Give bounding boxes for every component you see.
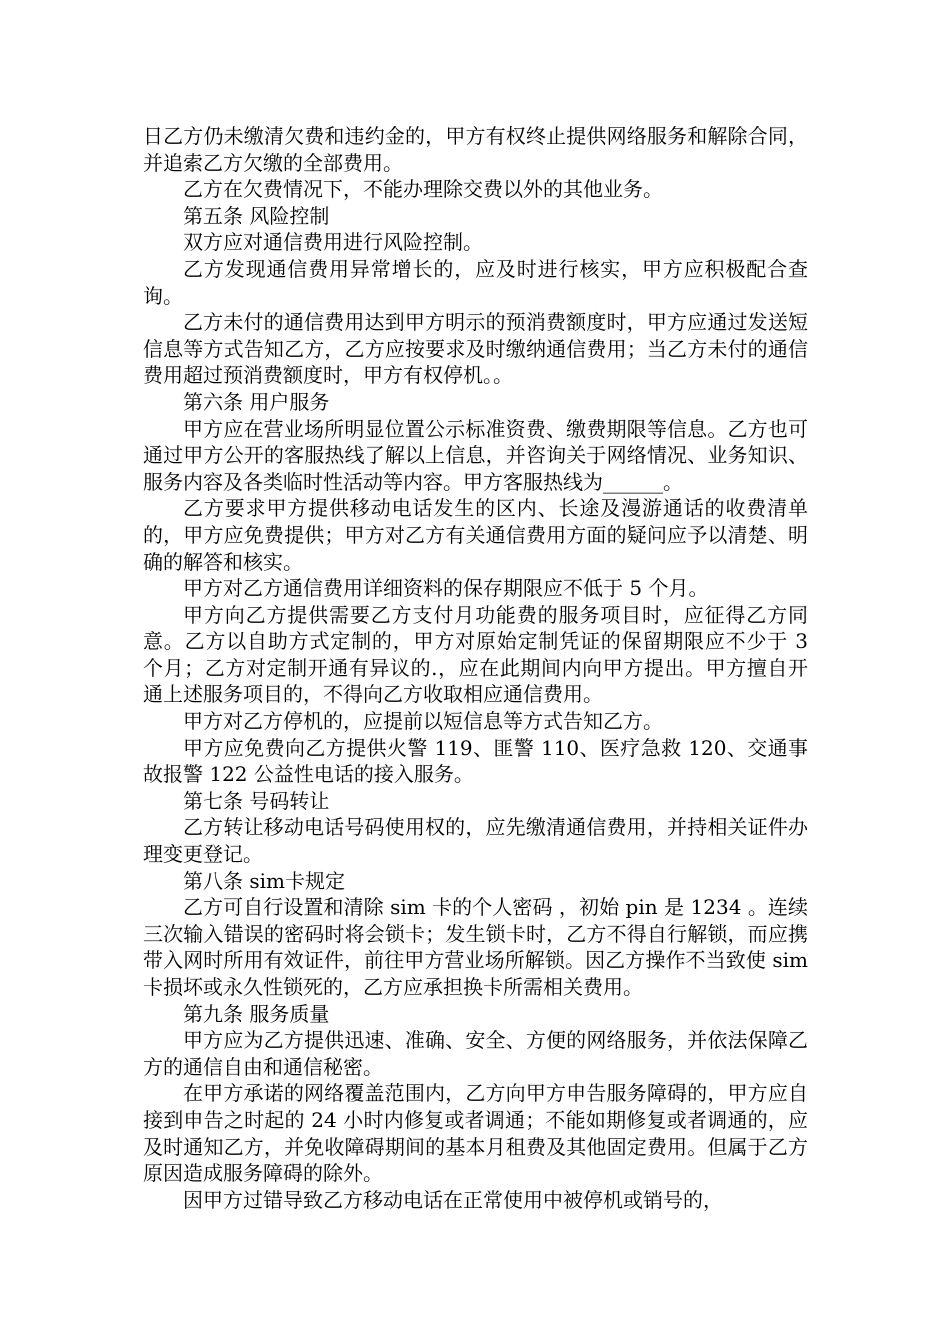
paragraph: 双方应对通信费用进行风险控制。 — [183, 230, 483, 255]
section-heading: 第六条 用户服务 — [183, 389, 330, 414]
section-heading: 第八条 sim卡规定 — [183, 868, 345, 893]
paragraph: 甲方对乙方停机的，应提前以短信息等方式告知乙方。 — [183, 709, 663, 734]
paragraph: 乙方可自行设置和清除 sim 卡的个人密码 ，初始 pin 是 1234 。连续三次输入错误的密码时将会锁卡；发生锁卡时，乙方不得自行解锁，而应携带入网时所用有效证件，前往甲方营业场所解锁。因乙方操作不当致使 sim 卡损坏或永久性锁死的，乙方应承担换卡所需相关费用。 — [143, 895, 808, 999]
paragraph: 甲方向乙方提供需要乙方支付月功能费的服务项目时，应征得乙方同意。乙方以自助方式定制的，甲方对原始定制凭证的保留期限应不少于 3 个月；乙方对定制开通有异议的.，应在此期间内向甲方提出。甲方擅自开通上述服务项目的，不得向乙方收取相应通信费用。 — [143, 602, 808, 707]
paragraph: 在甲方承诺的网络覆盖范围内，乙方向甲方申告服务障碍的，甲方应自接到申告之时起的 24 小时内修复或者调通；不能如期修复或者调通的，应及时通知乙方，并免收障碍期间的基本月租费及其他固定费用。但属于乙方原因造成服务障碍的除外。 — [143, 1081, 808, 1186]
section-heading: 第九条 服务质量 — [183, 1001, 330, 1026]
paragraph: 乙方要求甲方提供移动电话发生的区内、长途及漫游通话的收费清单的，甲方应免费提供；甲方对乙方有关通信费用方面的疑问应予以清楚、明确的解答和核实。 — [143, 496, 808, 574]
paragraph: 甲方对乙方通信费用详细资料的保存期限应不低于 5 个月。 — [183, 576, 709, 601]
document-body — [143, 123, 808, 1213]
paragraph: 日乙方仍未缴清欠费和违约金的，甲方有权终止提供网络服务和解除合同，并追索乙方欠缴的全部费用。 — [143, 124, 808, 175]
section-heading: 第七条 号码转让 — [183, 788, 330, 813]
paragraph: 因甲方过错导致乙方移动电话在正常使用中被停机或销号的， — [183, 1187, 723, 1212]
section-heading: 第五条 风险控制 — [183, 203, 330, 228]
paragraph: 甲方应在营业场所明显位置公示标准资费、缴费期限等信息。乙方也可通过甲方公开的客服热线了解以上信息，并咨询关于网络情况、业务知识、服务内容及各类临时性活动等内容。甲方客服热线为______。 — [143, 416, 808, 494]
paragraph: 甲方应免费向乙方提供火警 119、匪警 110、医疗急救 120、交通事故报警 122 公益性电话的接入服务。 — [143, 735, 808, 787]
paragraph: 乙方未付的通信费用达到甲方明示的预消费额度时，甲方应通过发送短信息等方式告知乙方，乙方应按要求及时缴纳通信费用；当乙方未付的通信费用超过预消费额度时，甲方有权停机。。 — [143, 310, 808, 388]
paragraph: 乙方在欠费情况下，不能办理除交费以外的其他业务。 — [183, 177, 663, 202]
paragraph: 甲方应为乙方提供迅速、准确、安全、方便的网络服务，并依法保障乙方的通信自由和通信秘密。 — [143, 1028, 808, 1079]
paragraph: 乙方转让移动电话号码使用权的，应先缴清通信费用，并持相关证件办理变更登记。 — [143, 815, 808, 867]
paragraph: 乙方发现通信费用异常增长的，应及时进行核实，甲方应积极配合查询。 — [143, 256, 808, 308]
